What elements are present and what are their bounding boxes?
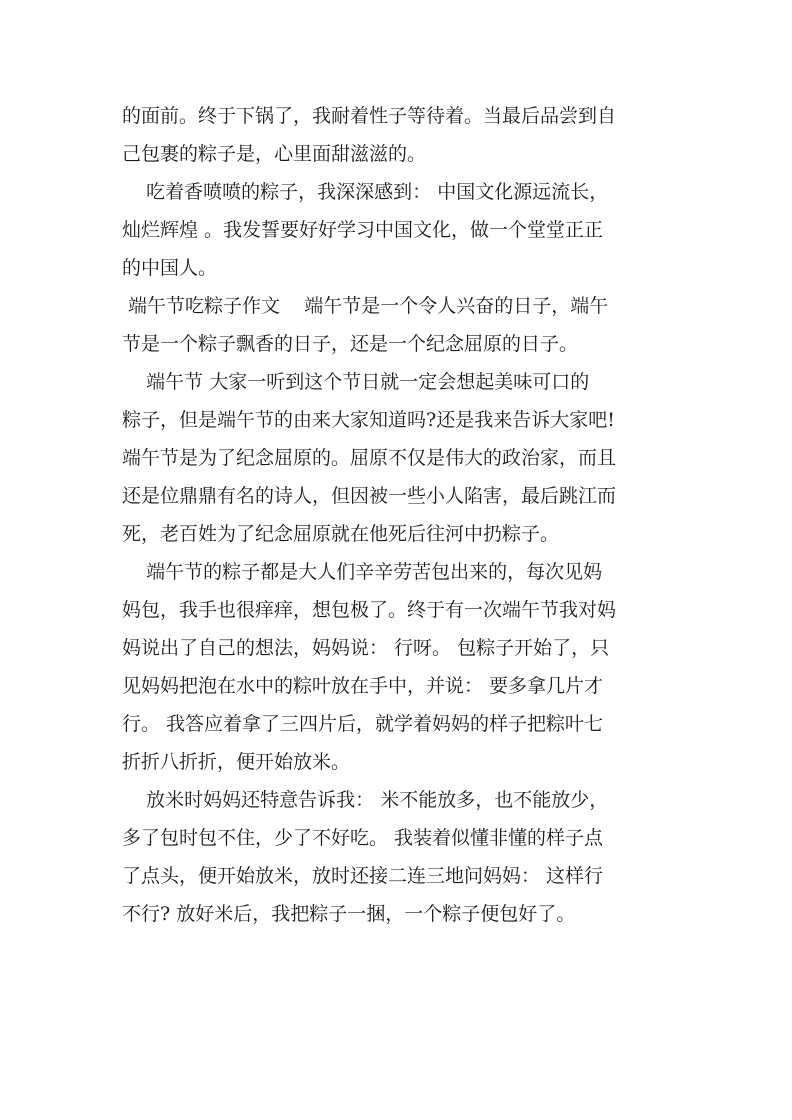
text-line: 端午节是为了纪念屈原的。屈原不仅是伟大的政治家，而且: [122, 447, 617, 469]
text-line: 灿烂辉煌 。我发誓要好好学习中国文化，做一个堂堂正正: [122, 219, 604, 241]
text-line: 还是位鼎鼎有名的诗人，但因被一些小人陷害，最后跳江而: [122, 485, 617, 507]
text-line: 多了包时包不住，少了不好吃。 我装着似懂非懂的样子点: [122, 827, 604, 849]
text-line: 己包裹的粽子是，心里面甜滋滋的。: [122, 143, 427, 165]
text-line: 妈包，我手也很痒痒，想包极了。终于有一次端午节我对妈: [122, 599, 617, 621]
text-line: 的中国人。: [122, 257, 218, 279]
text-line: 放米时妈妈还特意告诉我： 米不能放多，也不能放少，: [122, 789, 609, 811]
text-line: 折折八折折，便开始放米。: [122, 751, 351, 773]
text-line: 端午节吃粽子作文 端午节是一个令人兴奋的日子，端午: [122, 295, 609, 317]
article-body: [122, 97, 682, 933]
text-line: 节是一个粽子飘香的日子，还是一个纪念屈原的日子。: [122, 333, 579, 355]
text-line: 的面前。终于下锅了，我耐着性子等待着。当最后品尝到自: [122, 105, 617, 127]
text-line: 吃着香喷喷的粽子，我深深感到： 中国文化源远流长，: [122, 181, 609, 203]
text-line: 行。 我答应着拿了三四片后，就学着妈妈的样子把粽叶七: [122, 713, 604, 735]
text-line: 妈说出了自己的想法，妈妈说： 行呀。 包粽子开始了，只: [122, 637, 610, 659]
text-line: 见妈妈把泡在水中的粽叶放在手中，并说： 要多拿几片才: [122, 675, 604, 697]
text-line: 端午节的粽子都是大人们辛辛劳苦包出来的，每次见妈: [122, 561, 603, 583]
text-line: 粽子，但是端午节的由来大家知道吗?还是我来告诉大家吧!: [122, 409, 615, 431]
text-line: 端午节 大家一听到这个节日就一定会想起美味可口的: [122, 371, 590, 393]
text-line: 了点头，便开始放米，放时还接二连三地问妈妈： 这样行: [122, 865, 604, 887]
text-line: 死，老百姓为了纪念屈原就在他死后往河中扔粽子。: [122, 523, 560, 545]
text-line: 不行? 放好米后，我把粽子一捆，一个粽子便包好了。: [122, 903, 576, 925]
